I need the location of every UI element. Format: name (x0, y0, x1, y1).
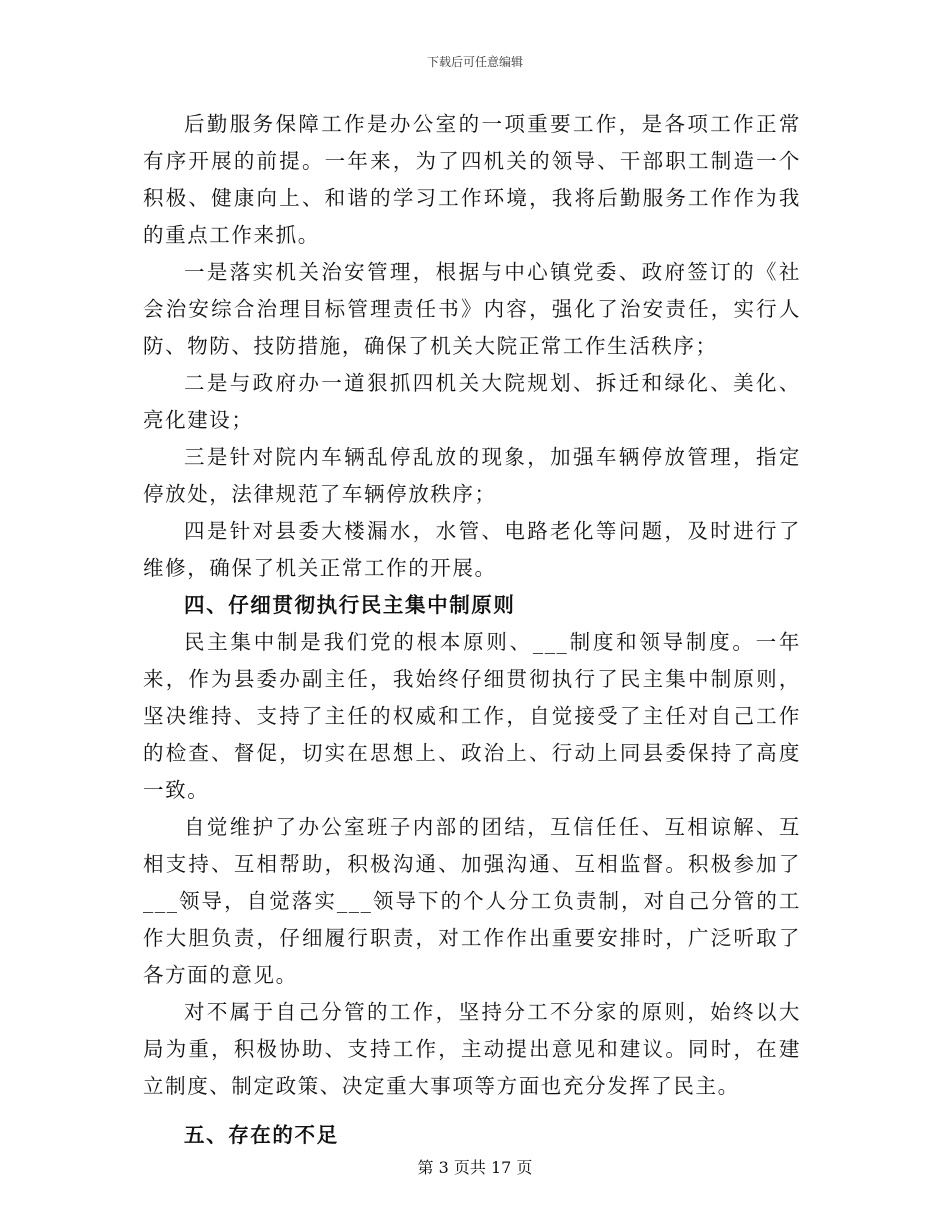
page-header: 下载后可任意编辑 (426, 55, 523, 69)
paragraph-item-one: 一是落实机关治安管理，根据与中心镇党委、政府签订的《社会治安综合治理目标管理责任书》内容，强化了治安责任，实行人防、物防、技防措施，确保了机关大院正常工作生活秩序； (143, 260, 801, 358)
paragraph-item-four: 四是针对县委大楼漏水，水管、电路老化等问题，及时进行了维修，确保了机关正常工作的开展。 (143, 519, 801, 580)
paragraph-team-unity: 自觉维护了办公室班子内部的团结，互信任任、互相谅解、互相支持、互相帮助，积极沟通、加强沟通、互相监督。积极参加了___领导，自觉落实___领导下的个人分工负责制，对自己分管的工作大胆负责，仔细履行职责，对工作作出重要安排时，广泛听取了各方面的意见。 (143, 815, 801, 987)
document-body (143, 106, 801, 1154)
paragraph-item-two: 二是与政府办一道狠抓四机关大院规划、拆迁和绿化、美化、亮化建设； (143, 371, 801, 432)
paragraph-logistics-intro: 后勤服务保障工作是办公室的一项重要工作，是各项工作正常有序开展的前提。一年来，为了四机关的领导、干部职工制造一个积极、健康向上、和谐的学习工作环境，我将后勤服务工作作为我的重点工作来抓。 (143, 112, 801, 247)
page-footer: 第 3 页共 17 页 (417, 1158, 533, 1177)
section-heading-four: 四、仔细贯彻执行民主集中制原则 (184, 593, 516, 617)
paragraph-democratic-centralism: 民主集中制是我们党的根本原则、___制度和领导制度。一年来，作为县委办副主任，我始终仔细贯彻执行了民主集中制原则，坚决维持、支持了主任的权威和工作，自觉接受了主任对自己工作的检查、督促，切实在思想上、政治上、行动上同县委保持了高度一致。 (143, 630, 801, 802)
section-heading-five: 五、存在的不足 (184, 1123, 339, 1147)
paragraph-cooperation: 对不属于自己分管的工作，坚持分工不分家的原则，始终以大局为重，积极协助、支持工作，主动提出意见和建议。同时，在建立制度、制定政策、决定重大事项等方面也充分发挥了民主。 (143, 1000, 801, 1098)
paragraph-item-three: 三是针对院内车辆乱停乱放的现象，加强车辆停放管理，指定停放处，法律规范了车辆停放秩序； (143, 445, 801, 506)
